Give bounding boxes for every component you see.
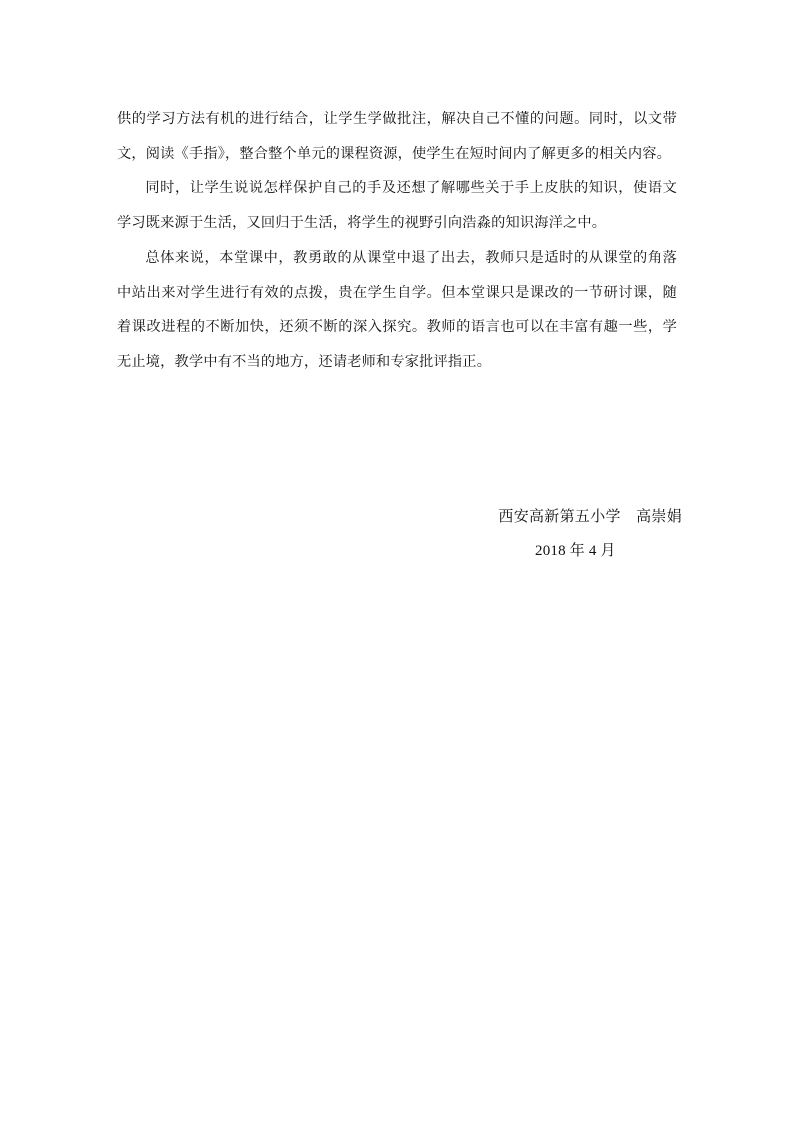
author-signature: 西安高新第五小学 高崇娟 bbox=[498, 507, 682, 525]
paragraph-protect-hands: 同时，让学生说说怎样保护自己的手及还想了解哪些关于手上皮肤的知识，使语文学习既来源于生活，又回归于生活，将学生的视野引向浩淼的知识海洋之中。 bbox=[117, 180, 677, 232]
paragraph-summary: 总体来说，本堂课中，教勇敢的从课堂中退了出去，教师只是适时的从课堂的角落中站出来对学生进行有效的点拨，贵在学生自学。但本堂课只是课改的一节研讨课，随着课改进程的不断加快，还须不断的深入探究。教师的语言也可以在丰富有趣一些，学无止境，教学中有不当的地方，还请老师和专家批评指正。 bbox=[117, 249, 677, 370]
document-date: 2018 年 4 月 bbox=[535, 543, 616, 559]
document-body bbox=[117, 102, 677, 380]
paragraph-continued: 供的学习方法有机的进行结合，让学生学做批注，解决自己不懂的问题。同时，以文带文，阅读《手指》，整合整个单元的课程资源，使学生在短时间内了解更多的相关内容。 bbox=[117, 111, 677, 162]
